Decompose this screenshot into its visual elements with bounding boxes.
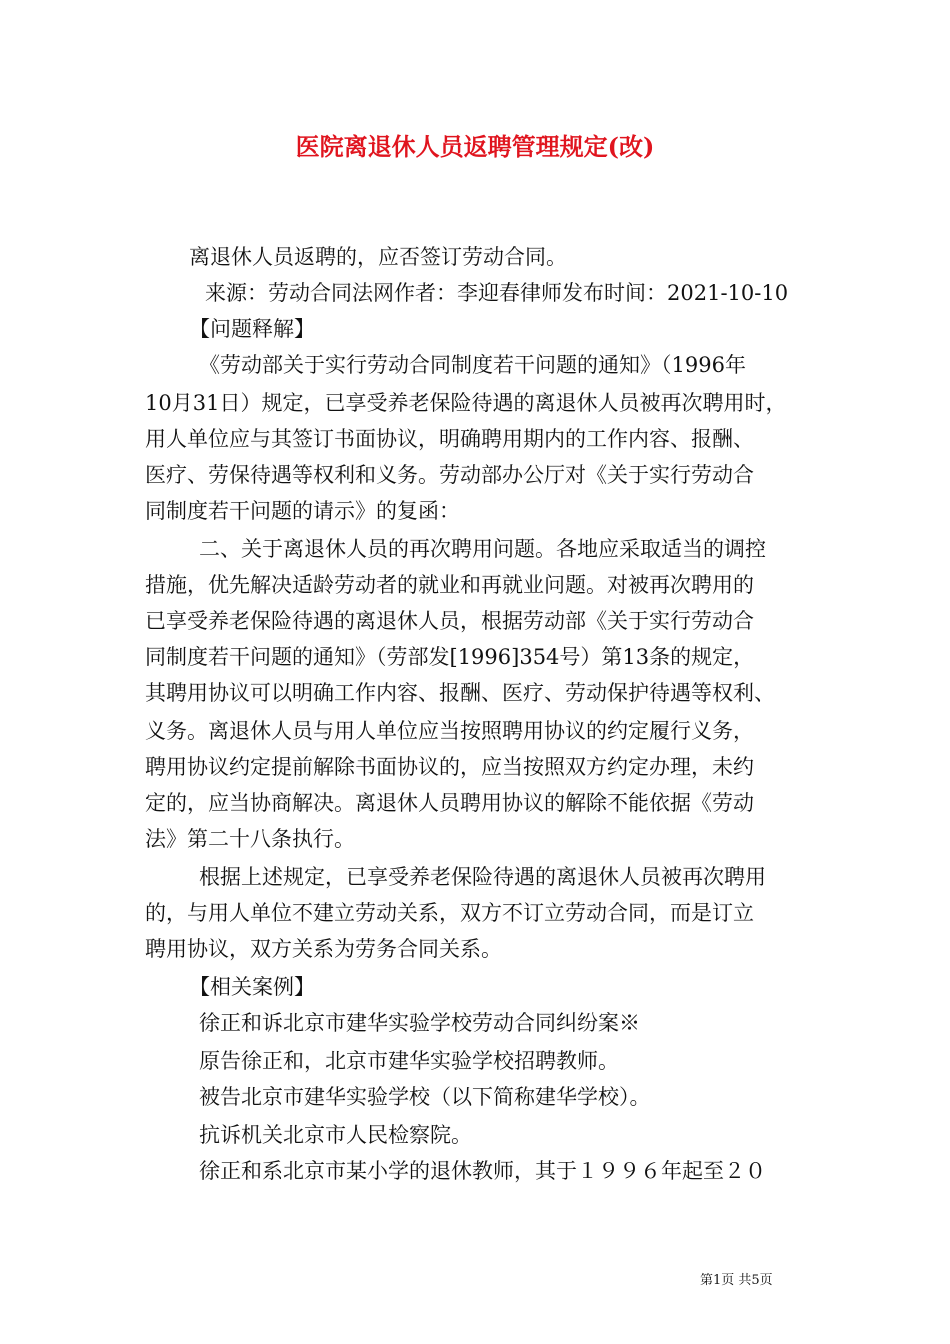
body-line: 措施，优先解决适龄劳动者的就业和再就业问题。对被再次聘用的: [145, 573, 754, 597]
body-line: 根据上述规定，已享受养老保险待遇的离退休人员被再次聘用: [199, 865, 766, 889]
body-line: 义务。离退休人员与用人单位应当按照聘用协议的约定履行义务，: [145, 719, 754, 743]
body-line: 10月31日）规定，已享受养老保险待遇的离退休人员被再次聘用时，: [145, 391, 787, 415]
body-line: 医疗、劳保待遇等权利和义务。劳动部办公厅对《关于实行劳动合: [145, 463, 754, 487]
body-line: 同制度若干问题的通知》（劳部发[1996]354号）第13条的规定，: [145, 645, 755, 669]
body-line: 二、关于离退休人员的再次聘用问题。各地应采取适当的调控: [199, 537, 766, 561]
body-line: 来源：劳动合同法网作者：李迎春律师发布时间：2021-10-10: [205, 281, 789, 305]
body-line: 【相关案例】: [189, 975, 315, 999]
body-line: 法》第二十八条执行。: [145, 827, 355, 851]
page-number: 第1页 共5页: [700, 1273, 773, 1288]
body-line: 原告徐正和，北京市建华实验学校招聘教师。: [199, 1049, 619, 1073]
body-line: 徐正和系北京市某小学的退休教师，其于１９９６年起至２０: [199, 1159, 766, 1183]
document-title: 医院离退休人员返聘管理规定(改): [295, 132, 655, 161]
body-line: 的，与用人单位不建立劳动关系，双方不订立劳动合同，而是订立: [145, 901, 754, 925]
body-line: 【问题释解】: [189, 317, 315, 341]
body-line: 被告北京市建华实验学校（以下简称建华学校）。: [199, 1085, 651, 1109]
body-line: 徐正和诉北京市建华实验学校劳动合同纠纷案※: [199, 1011, 640, 1035]
body-line: 《劳动部关于实行劳动合同制度若干问题的通知》（1996年: [199, 353, 746, 377]
body-line: 同制度若干问题的请示》的复函：: [145, 499, 460, 523]
body-line: 其聘用协议可以明确工作内容、报酬、医疗、劳动保护待遇等权利、: [145, 681, 775, 705]
body-line: 聘用协议约定提前解除书面协议的，应当按照双方约定办理，未约: [145, 755, 754, 779]
body-line: 定的，应当协商解决。离退休人员聘用协议的解除不能依据《劳动: [145, 791, 754, 815]
body-line: 用人单位应与其签订书面协议，明确聘用期内的工作内容、报酬、: [145, 427, 754, 451]
body-line: 抗诉机关北京市人民检察院。: [199, 1123, 472, 1147]
body-line: 已享受养老保险待遇的离退休人员，根据劳动部《关于实行劳动合: [145, 609, 754, 633]
body-line: 聘用协议，双方关系为劳务合同关系。: [145, 937, 502, 961]
body-line: 离退休人员返聘的，应否签订劳动合同。: [189, 245, 567, 269]
